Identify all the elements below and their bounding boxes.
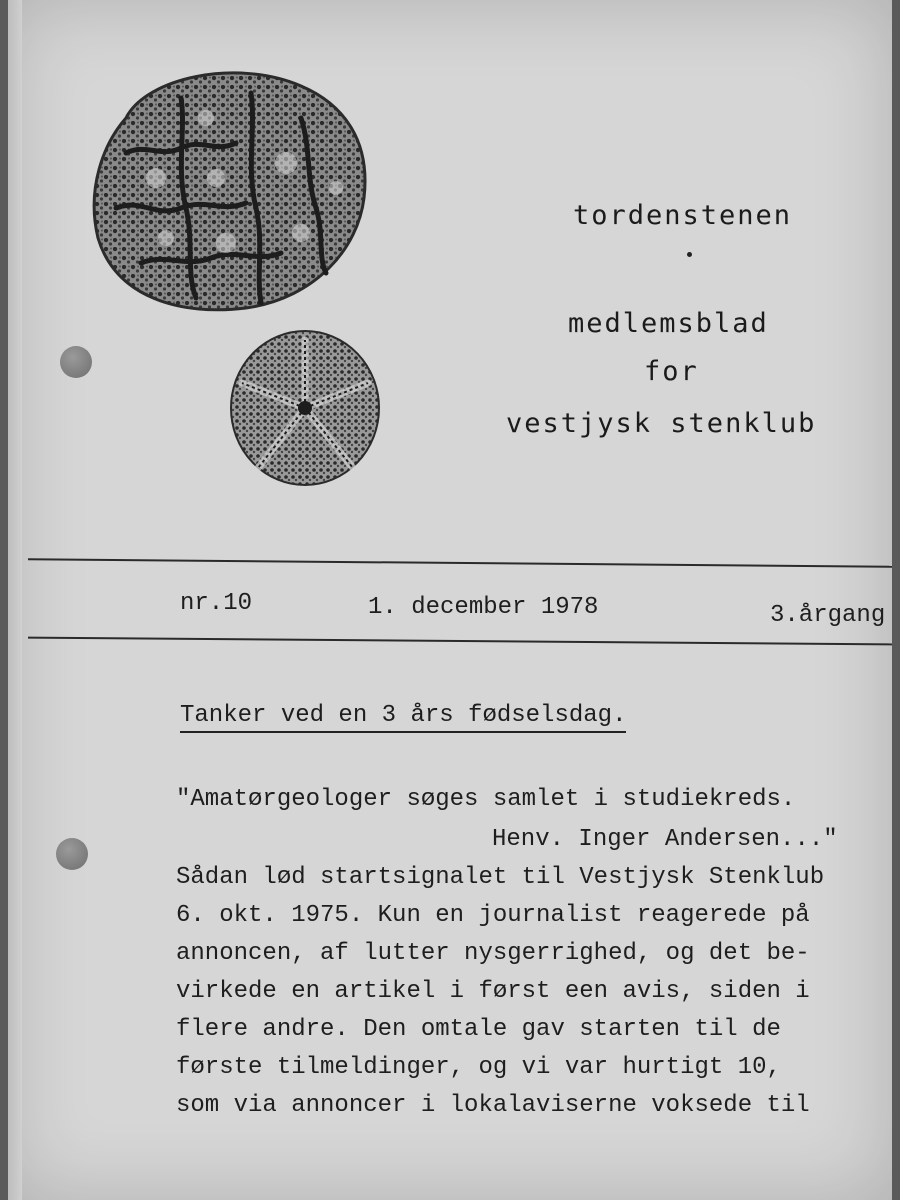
subtitle-line-3: vestjysk stenklub bbox=[506, 408, 817, 439]
article-line-3: Sådan lød startsignalet til Vestjysk Stenklub bbox=[176, 864, 825, 891]
rule-bottom bbox=[28, 637, 892, 646]
subtitle-line-2: for bbox=[644, 356, 699, 387]
article-line-5: annoncen, af lutter nysgerrighed, og det be- bbox=[176, 940, 810, 967]
article-line-1: "Amatørgeologer søges samlet i studiekreds. bbox=[176, 786, 796, 813]
fossil-print-small-icon bbox=[228, 328, 382, 488]
title-separator-dot bbox=[687, 252, 692, 257]
newsletter-page bbox=[8, 0, 892, 1200]
newsletter-title: tordenstenen bbox=[573, 200, 793, 231]
article-line-2: Henv. Inger Andersen..." bbox=[492, 826, 838, 853]
page-edge bbox=[8, 0, 22, 1200]
article-line-7: flere andre. Den omtale gav starten til de bbox=[176, 1016, 781, 1043]
fossil-print-large-icon bbox=[86, 58, 368, 316]
article-line-8: første tilmeldinger, og vi var hurtigt 10, bbox=[176, 1054, 781, 1081]
punch-hole-bottom bbox=[56, 838, 88, 870]
issue-volume: 3.årgang bbox=[770, 602, 886, 629]
rule-top bbox=[28, 558, 892, 568]
issue-date: 1. december 1978 bbox=[368, 594, 599, 621]
punch-hole-top bbox=[60, 346, 92, 378]
subtitle-line-1: medlemsblad bbox=[568, 308, 769, 339]
article-title: Tanker ved en 3 års fødselsdag. bbox=[180, 702, 626, 733]
article-line-6: virkede en artikel i først een avis, siden i bbox=[176, 978, 810, 1005]
article-line-9: som via annoncer i lokalaviserne voksede til bbox=[176, 1092, 810, 1119]
article-line-4: 6. okt. 1975. Kun en journalist reagerede på bbox=[176, 902, 810, 929]
issue-number: nr.10 bbox=[180, 590, 253, 617]
